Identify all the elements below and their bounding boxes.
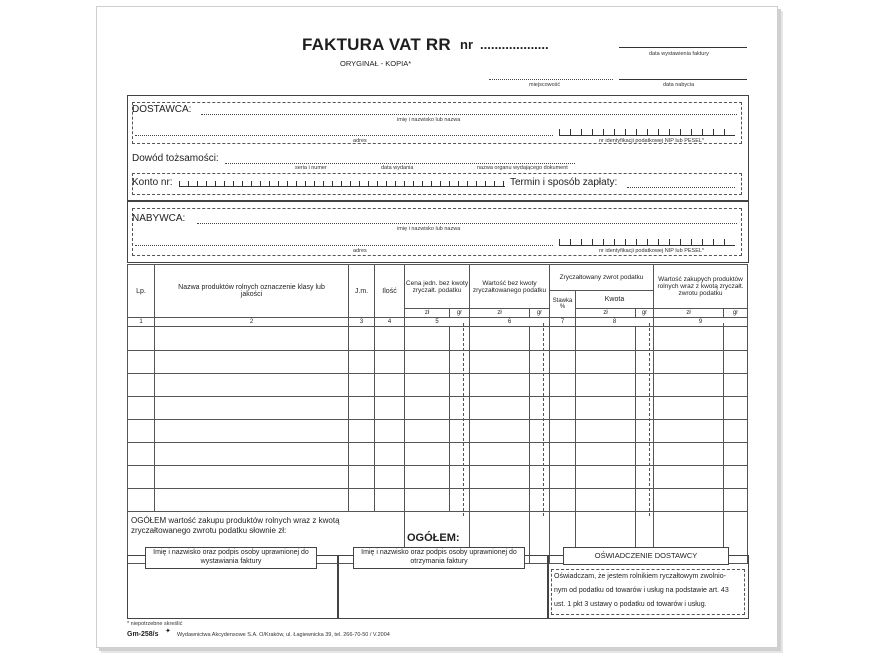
table-row[interactable]: [128, 397, 748, 420]
original-copy-label: ORYGINAŁ - KOPIA*: [340, 59, 412, 68]
unit-price-zl: zł: [405, 309, 450, 318]
publisher-logo-icon: ✦: [165, 628, 171, 635]
table-row[interactable]: [128, 466, 748, 489]
col-num-4: 4: [375, 318, 405, 327]
table-row[interactable]: [128, 420, 748, 443]
supplier-name-field[interactable]: [201, 114, 737, 115]
gr-separator-5: [463, 323, 464, 516]
id-issue-date-caption: data wydania: [381, 165, 414, 171]
buyer-nip-field[interactable]: [559, 239, 735, 246]
form-code: Gm-258/s: [127, 631, 159, 638]
table-row[interactable]: [128, 327, 748, 351]
unit-price-gr: gr: [450, 309, 470, 318]
supplier-address-field[interactable]: [135, 135, 553, 136]
issuer-signature-caption: Imię i nazwisko oraz podpis osoby uprawnionej do wystawiania faktury: [145, 547, 317, 569]
supplier-label: DOSTAWCA:: [132, 104, 192, 115]
col-num-9: 9: [654, 318, 748, 327]
account-number-field[interactable]: [179, 181, 505, 187]
header-rate: Stawka %: [550, 291, 576, 318]
buyer-address-caption: adres: [353, 248, 367, 254]
table-row[interactable]: [128, 443, 748, 466]
buyer-name-caption: imię i nazwisko lub nazwa: [397, 226, 461, 232]
header-flat-tax: Zryczałtowany zwrot podatku: [550, 265, 654, 291]
amount-zl: zł: [576, 309, 636, 318]
buyer-label: NABYWCA:: [132, 213, 186, 224]
place-caption: miejscowość: [529, 82, 561, 88]
col-num-2: 2: [155, 318, 349, 327]
purchase-date-line[interactable]: [619, 79, 747, 80]
issue-date-caption: data wystawienia faktury: [649, 51, 709, 57]
statement-line-3: ust. 1 pkt 3 ustawy o podatku od towarów i usług.: [554, 601, 707, 608]
issue-date-line[interactable]: [619, 47, 747, 48]
buyer-address-field[interactable]: [135, 245, 553, 246]
statement-line-1: Oświadczam, że jestem rolnikiem ryczałtowym zwolnio-: [554, 573, 726, 580]
footnote: * niepotrzebne skreślić: [127, 621, 183, 627]
supplier-name-caption: imię i nazwisko lub nazwa: [397, 117, 461, 123]
header-product-name: Nazwa produktów rolnych oznaczenie klasy lub jakości: [155, 265, 349, 318]
supplier-nip-caption: nr identyfikacji podatkowej NIP lub PESEL*: [599, 138, 705, 144]
items-table: [127, 264, 748, 564]
header-unit: J.m.: [349, 265, 375, 318]
header-unit-price: Cena jedn. bez kwoty zryczałt. podatku: [405, 265, 470, 309]
total-label: OGÓŁEM:: [405, 512, 470, 564]
id-document-label: Dowód tożsamości:: [132, 153, 219, 164]
supplier-address-caption: adres: [353, 138, 367, 144]
supplier-nip-field[interactable]: [559, 129, 735, 136]
publisher-info: Wydawnictwa Akcydensowe S.A. O/Kraków, ul. Łagiewnicka 39, tel. 266-70-50 / V.2004: [177, 632, 390, 638]
total-zl: zł: [654, 309, 724, 318]
header-amount: Kwota: [576, 291, 654, 309]
payment-terms-label: Termin i sposób zapłaty:: [510, 177, 618, 188]
id-authority-caption: nazwa organu wydającego dokument: [477, 165, 568, 171]
buyer-name-field[interactable]: [197, 223, 737, 224]
summary-text: OGÓŁEM wartość zakupu produktów rolnych wraz z kwotą zryczałtowanego zwrotu podatku słownie zł:: [131, 516, 340, 535]
id-document-field[interactable]: [225, 163, 575, 164]
statement-line-2: nym od podatku od towarów i usług na podstawie art. 43: [554, 587, 729, 594]
id-series-caption: seria i numer: [295, 165, 327, 171]
buyer-nip-caption: nr identyfikacji podatkowej NIP lub PESEL*: [599, 248, 705, 254]
amount-gr: gr: [636, 309, 654, 318]
total-gr: gr: [724, 309, 748, 318]
statement-title: OŚWIADCZENIE DOSTAWCY: [563, 547, 729, 565]
value-zl: zł: [470, 309, 530, 318]
invoice-number-field[interactable]: ...................: [480, 37, 549, 52]
purchase-date-caption: data nabycia: [663, 82, 695, 88]
col-num-3: 3: [349, 318, 375, 327]
header-total: Wartość zakupych produktów rolnych wraz z kwotą zryczałt. zwrotu podatku: [654, 265, 748, 309]
invoice-form: [96, 6, 778, 648]
form-title: FAKTURA VAT RR: [302, 35, 451, 54]
header-value: Wartość bez kwoty zryczałtowanego podatku: [470, 265, 550, 309]
gr-separator-9: [723, 323, 724, 516]
payment-terms-field[interactable]: [627, 187, 735, 188]
gr-separator-8: [649, 323, 650, 516]
col-num-6: 6: [470, 318, 550, 327]
col-num-1: 1: [128, 318, 155, 327]
value-gr: gr: [530, 309, 550, 318]
col-num-5: 5: [405, 318, 470, 327]
account-label: Konto nr:: [132, 177, 173, 188]
header-lp: Lp.: [128, 265, 155, 318]
gr-separator-6: [543, 323, 544, 516]
col-num-8: 8: [576, 318, 654, 327]
table-row[interactable]: [128, 351, 748, 374]
table-row[interactable]: [128, 489, 748, 512]
receiver-signature-caption: Imię i nazwisko oraz podpis osoby uprawnionej do otrzymania faktury: [353, 547, 525, 569]
table-row[interactable]: [128, 374, 748, 397]
col-num-7: 7: [550, 318, 576, 327]
invoice-number-label: nr: [460, 37, 473, 52]
place-field[interactable]: [489, 79, 613, 80]
header-quantity: Ilość: [375, 265, 405, 318]
